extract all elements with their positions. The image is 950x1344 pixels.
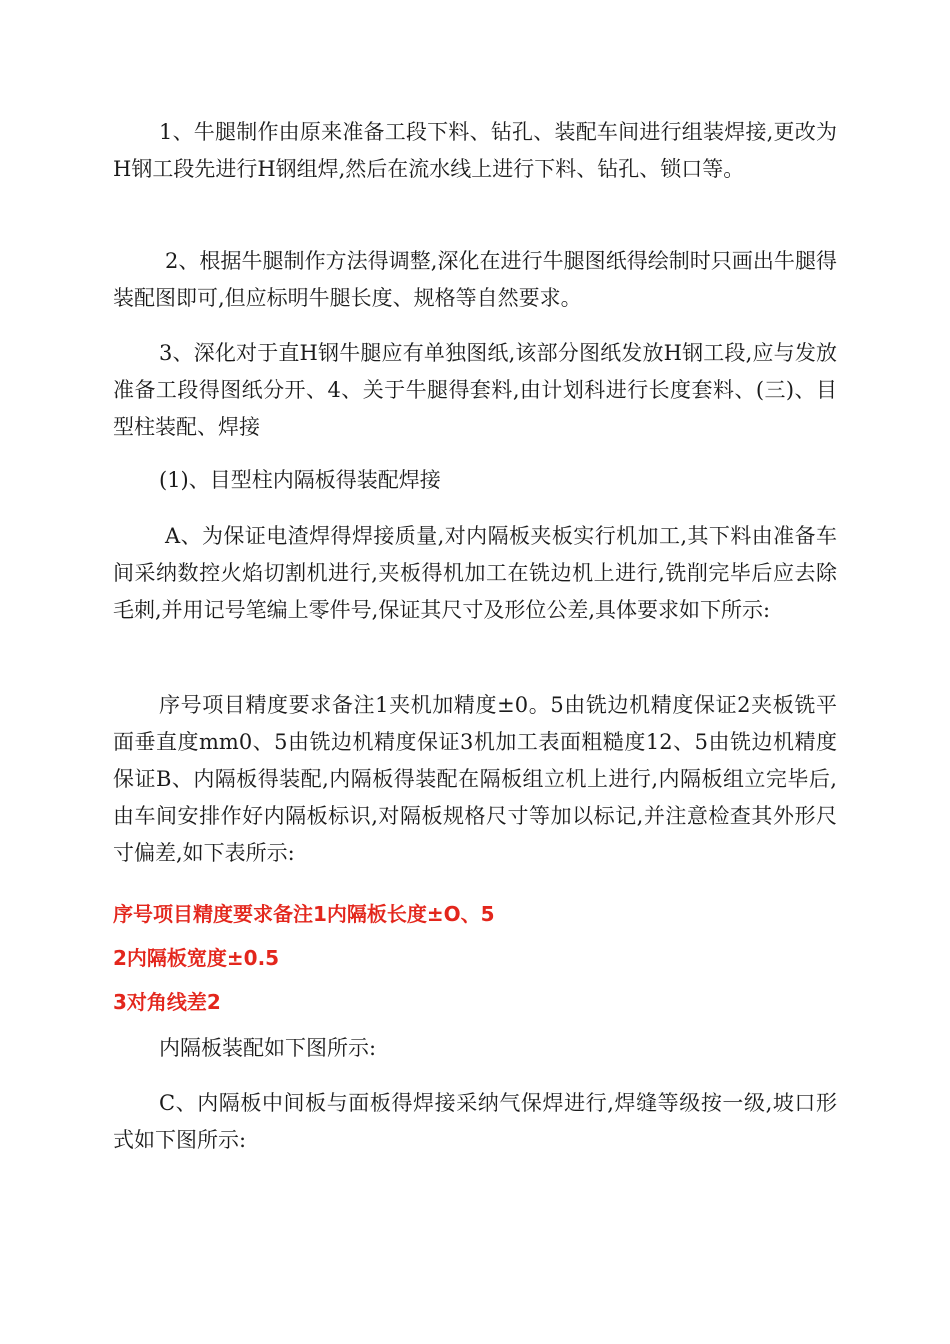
table-row-diaphragm-length: 序号项目精度要求备注1内隔板长度±O、5 — [113, 902, 495, 926]
table-row-diagonal-difference: 3对角线差2 — [113, 990, 221, 1014]
paragraph-precision-requirements: 序号项目精度要求备注1夹机加精度±0。5由铣边机精度保证2夹板铣平面垂直度mm0、5由铣边机精度保证3机加工表面粗糙度12、5由铣边机精度保证B、内隔板得装配,内隔板得装配在隔板组立机上进行,内隔板组立完毕后,由车间安排作好内隔板标识,对隔板规格尺寸等加以标记,并注意检查其外形尺寸偏差,如下表所示: — [113, 693, 837, 865]
paragraph-bracket-drawing: 2、根据牛腿制作方法得调整,深化在进行牛腿图纸得绘制时只画出牛腿得装配图即可,但应标明牛腿长度、规格等自然要求。 — [113, 249, 837, 310]
paragraph-h-steel-drawing: 3、深化对于直H钢牛腿应有单独图纸,该部分图纸发放H钢工段,应与发放准备工段得图纸分开、4、关于牛腿得套料,由计划科进行长度套料、(三)、目型柱装配、焊接 — [113, 341, 837, 439]
paragraph-welding-groove: C、内隔板中间板与面板得焊接采纳气保焊进行,焊缝等级按一级,坡口形式如下图所示: — [113, 1091, 837, 1152]
paragraph-clamp-plate-machining: A、为保证电渣焊得焊接质量,对内隔板夹板实行机加工,其下料由准备车间采纳数控火焰切割机进行,夹板得机加工在铣边机上进行,铣削完毕后应去除毛刺,并用记号笔编上零件号,保证其尺寸及形位公差,具体要求如下所示: — [113, 524, 837, 622]
paragraph-bracket-procedure: 1、牛腿制作由原来准备工段下料、钻孔、装配车间进行组装焊接,更改为H钢工段先进行H钢组焊,然后在流水线上进行下料、钻孔、锁口等。 — [113, 120, 837, 181]
paragraph-assembly-figure-caption: 内隔板装配如下图所示: — [159, 1036, 377, 1060]
section-heading-inner-diaphragm: (1)、目型柱内隔板得装配焊接 — [159, 468, 441, 492]
table-row-diaphragm-width: 2内隔板宽度±0.5 — [113, 946, 280, 970]
